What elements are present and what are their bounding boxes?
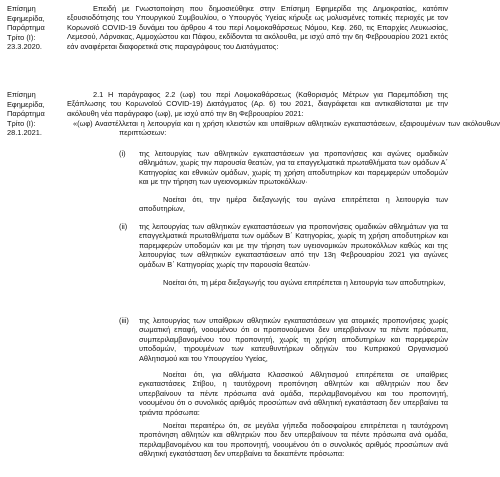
item-note-iii-1: Νοείται ότι, για αθλήματα Κλασσικού Αθλητισμού επιτρέπεται σε υπαίθριες εγκαταστάσεις Στίβου, η ταυτόχρονη προπόνηση αθλητών και αθλητριών που δεν υπερβαίνουν τα πέντε πρόσωπα ανά ομάδα, περιλαμβανομένου και του προπονητή, νοουμένου ότι ο συνολικός αριθμός προσώπων ανά αθλητική εγκατάσταση δεν υπερβαίνει τα τριάντα πρόσωπα: [139, 370, 448, 417]
item-label-i: (i) [119, 149, 126, 158]
item-text-i: της λειτουργίας των αθλητικών εγκαταστάσεων για προπονήσεις και αγώνες ομαδικών αθλημάτων, χωρίς την παρουσία θεατών, για τα επαγγελματικά πρωταθλήματα των ομάδων Α΄ Κατηγορίας και εθνικών ομάδων, χωρίς τη χρήση αποδυτηρίων και παρεμφερών υποδομών και με την τήρηση των υγειονομικών πρωτοκόλλων· [139, 149, 448, 187]
paragraph-omega: «(ωφ) Αναστέλλεται η λειτουργία και η χρήση κλειστών και υπαίθριων αθλητικών εγκαταστάσεων, εξαιρουμένων των ακόλουθων περιπτώσεων: [73, 119, 500, 138]
item-text-ii: της λειτουργίας των αθλητικών εγκαταστάσεων για προπονήσεις ομαδικών αθλημάτων για τα επαγγελματικά πρωταθλήματα των ομάδων Β΄ Κατηγορίας, χωρίς τη χρήση αποδυτηρίων και παρεμφερών υποδομών και με την τήρηση των υγειονομικών πρωτοκόλλων καθώς και της λειτουργίας των αθλητικών εγκαταστάσεων από την 13η Φεβρουαρίου 2021 για αγώνες ομάδων Β΄ Κατηγορίας χωρίς την παρουσία θεατών· [139, 222, 448, 269]
paragraph-2-1: 2.1 Η παράγραφος 2.2 (ωφ) του περί Λοιμοκαθάρσεως (Καθορισμός Μέτρων για Παρεμπόδιση της Εξάπλωσης του Κορωνοϊού COVID-19) Διατάγματος (Αρ. 6) του 2021, διαγράφεται και αντικαθίσταται με την ακόλουθη νέα παράγραφο (ωφ), με ισχύ από την 8η Φεβρουαρίου 2021: [67, 90, 448, 118]
margin-reference-2021: Επίσημη Εφημερίδα, Παράρτημα Τρίτο (Ι): 28.1.2021. [7, 90, 45, 138]
item-note-iii-2: Νοείται περαιτέρω ότι, σε μεγάλα γήπεδα ποδοσφαίρου επιτρέπεται η ταυτόχρονη προπόνηση αθλητών και αθλητριών που δεν υπερβαίνουν τα πέντε πρόσωπα ανά ομάδα, περιλαμβανομένου και του προπονητή, νοουμένου ότι ο συνολικός αριθμός προσώπων ανά αθλητική εγκατάσταση δεν υπερβαίνει τα δεκαπέντε πρόσωπα: [139, 421, 448, 459]
item-note-i: Νοείται ότι, την ημέρα διεξαγωγής του αγώνα επιτρέπεται η λειτουργία των αποδυτηρίων, [139, 195, 448, 214]
item-note-ii: Νοείται ότι, τη μέρα διεξαγωγής του αγώνα επιτρέπεται η λειτουργία των αποδυτηρίων, [163, 278, 446, 287]
item-label-iii: (iii) [119, 316, 129, 325]
item-label-ii: (ii) [119, 222, 128, 231]
margin-reference-2020: Επίσημη Εφημερίδα, Παράρτημα Τρίτο (Ι): 23.3.2020. [7, 4, 45, 52]
item-text-iii: της λειτουργίας των υπαίθριων αθλητικών εγκαταστάσεων για ατομικές προπονήσεις χωρίς σωματική επαφή, νοουμένου ότι οι προπονούμενοι δεν υπερβαίνουν τα πέντε πρόσωπα, συμπεριλαμβανομένου του προπονητή, χωρίς τη χρήση αποδυτηρίων και παρεμφερών υποδομών, τηρουμένων των κατευθυντήριων οδηγιών του Κυπριακού Οργανισμού Αθλητισμού και του Υπουργείου Υγείας, [139, 316, 448, 363]
intro-paragraph: Επειδή με Γνωστοποίηση που δημοσιεύθηκε στην Επίσημη Εφημερίδα της Δημοκρατίας, κατόπιν εξουσιοδότησης του Υπουργικού Συμβουλίου, ο Υπουργός Υγείας κήρυξε ως μολυσμένες τοπικές περιοχές με τον Κορωνοϊό COVID-19 δυνάμει του άρθρου 4 του περί Λοιμοκαθάρσεως Νόμου, Κεφ. 260, τις Επαρχίες Λευκωσίας, Λεμεσού, Λάρνακας, Αμμοχώστου και Πάφου, εκδίδονται τα ακόλουθα, με ισχύ από την 6η Φεβρουαρίου 2021 εκτός εάν αναφέρεται διαφορετικά στις παραγράφους του Διατάγματος: [67, 4, 448, 51]
